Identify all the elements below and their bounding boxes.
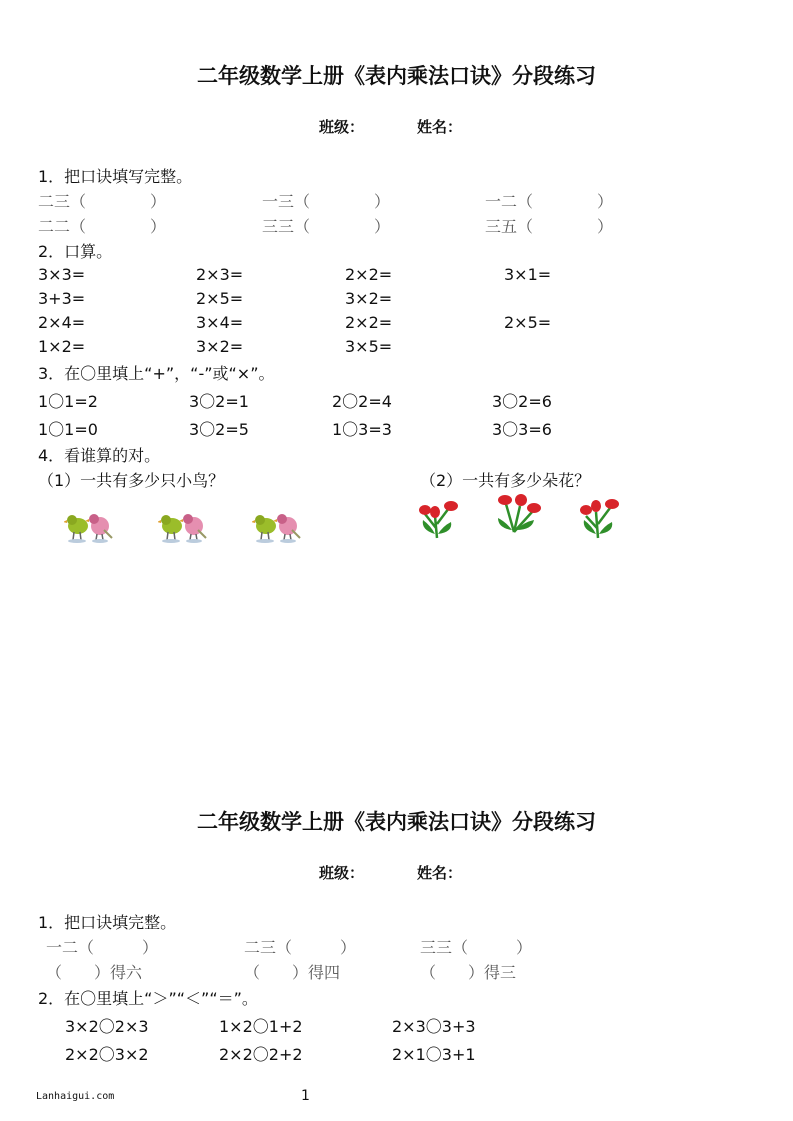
mental-math-item: 3×1= [504,265,552,284]
mental-math-item: 3×2= [196,337,244,356]
name-label-2: 姓名： [417,864,463,882]
mental-math-item: 3×4= [196,313,244,332]
mental-math-item: 2×2= [345,313,393,332]
q1-item: 一二（ ） [485,192,614,211]
mental-math-item: 3+3= [38,289,86,308]
operator-item: 3〇3=6 [492,420,552,439]
mental-math-item: 3×2= [345,289,393,308]
s2-q1-item: 三三（ ） [420,938,533,957]
s2-q1-item: 一二（ ） [46,938,159,957]
class-label: 班级： [319,118,365,136]
bird-pair-icon [158,510,210,546]
flower-bunch-icon [415,494,463,540]
operator-item: 2〇2=4 [332,392,392,411]
flower-bunch-icon [578,494,626,540]
operator-item: 3〇2=6 [492,392,552,411]
q4-part1: （1）一共有多少只小鸟？ [38,471,225,490]
operator-item: 1〇3=3 [332,420,392,439]
mental-math-item: 2×5= [196,289,244,308]
compare-item: 2×3〇3+3 [392,1017,476,1036]
operator-item: 3〇2=5 [189,420,249,439]
q4-part2: （2）一共有多少朵花？ [420,471,591,490]
s2-q1-item: （ ）得四 [244,963,341,982]
compare-item: 2×2〇2+2 [219,1045,303,1064]
q1-heading: 1．把口诀填写完整。 [38,167,193,186]
flower-bunch-icon [492,490,544,534]
operator-item: 1〇1=0 [38,420,98,439]
name-label: 姓名： [417,118,463,136]
page-number: 1 [301,1088,310,1104]
mental-math-item: 2×3= [196,265,244,284]
q3-heading: 3．在〇里填上“+”，“-”或“×”。 [38,364,275,383]
bird-pair-icon [64,510,116,546]
mental-math-item: 3×3= [38,265,86,284]
q1-item: 一三（ ） [262,192,391,211]
footer-site: Lanhaigui.com [36,1091,115,1102]
q1-item: 三五（ ） [485,217,614,236]
compare-item: 2×1〇3+1 [392,1045,476,1064]
s2-q1-item: （ ）得六 [46,963,143,982]
mental-math-item: 2×4= [38,313,86,332]
operator-item: 3〇2=1 [189,392,249,411]
s2-q2-heading: 2．在〇里填上“＞”“＜”“＝”。 [38,989,258,1008]
q1-item: 二三（ ） [38,192,167,211]
q2-heading: 2．口算。 [38,242,113,261]
s2-q1-heading: 1．把口诀填完整。 [38,913,177,932]
page-title: 二年级数学上册《表内乘法口诀》分段练习 [197,63,596,88]
q4-heading: 4．看谁算的对。 [38,446,161,465]
operator-item: 1〇1=2 [38,392,98,411]
class-label-2: 班级： [319,864,365,882]
mental-math-item: 2×5= [504,313,552,332]
s2-q1-item: （ ）得三 [420,963,517,982]
compare-item: 2×2〇3×2 [65,1045,149,1064]
mental-math-item: 3×5= [345,337,393,356]
s2-q1-item: 二三（ ） [244,938,357,957]
q1-item: 二二（ ） [38,217,167,236]
bird-pair-icon [252,510,304,546]
compare-item: 3×2〇2×3 [65,1017,149,1036]
mental-math-item: 1×2= [38,337,86,356]
q1-item: 三三（ ） [262,217,391,236]
mental-math-item: 2×2= [345,265,393,284]
compare-item: 1×2〇1+2 [219,1017,303,1036]
page-title-2: 二年级数学上册《表内乘法口诀》分段练习 [197,809,596,834]
